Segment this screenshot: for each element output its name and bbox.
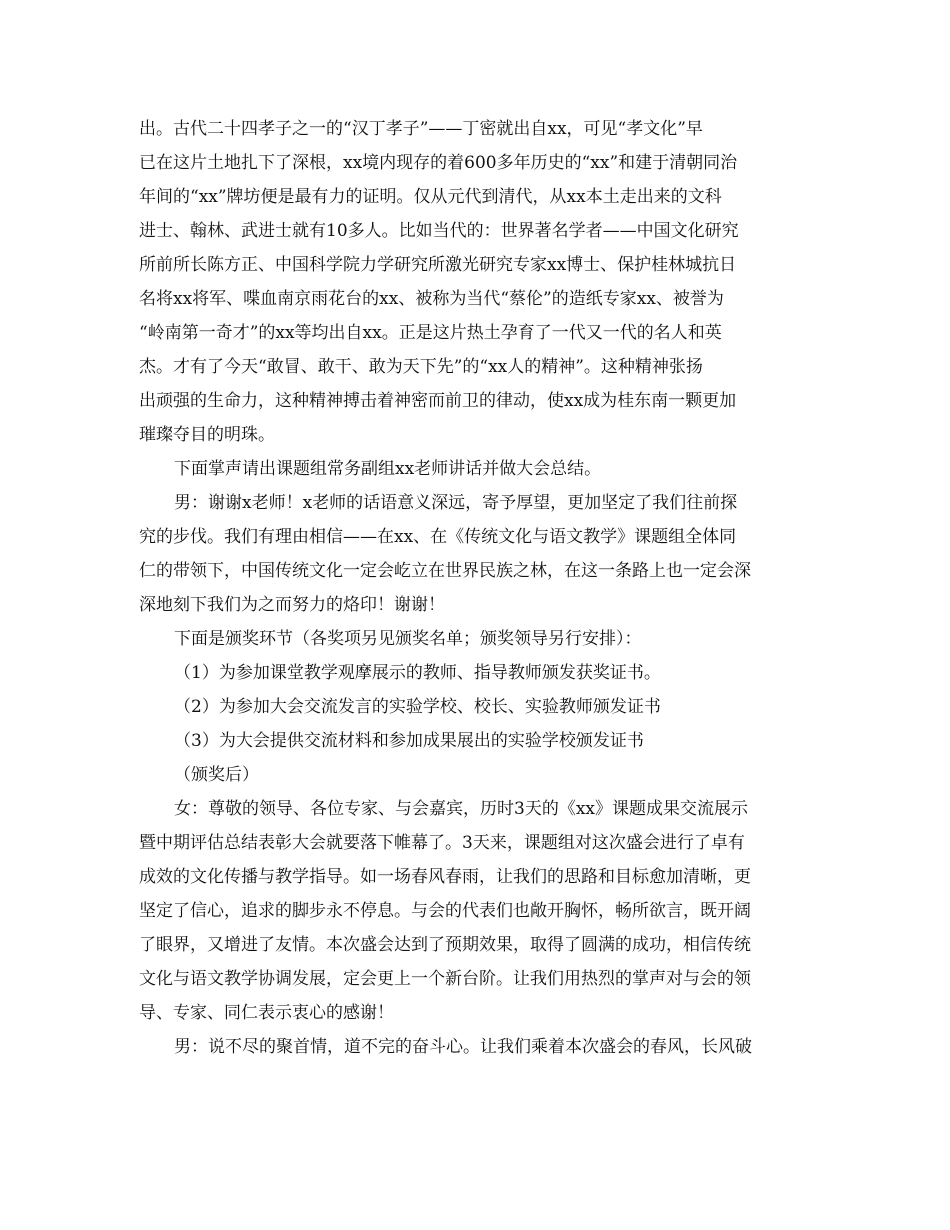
text-line: “岭南第一奇才”的xx等均出自xx。正是这片热土孕育了一代又一代的名人和英: [139, 323, 722, 343]
text-line: 仁的带领下，中国传统文化一定会屹立在世界民族之林，在这一条路上也一定会深: [139, 561, 751, 581]
text-line: 成效的文化传播与教学指导。如一场春风春雨，让我们的思路和目标愈加清晰，更: [139, 867, 751, 887]
text-line: 已在这片土地扎下了深根，xx境内现存的着600多年历史的“xx”和建于清朝同治: [139, 153, 738, 173]
text-line: 下面掌声请出课题组常务副组xx老师讲话并做大会总结。: [174, 459, 602, 479]
text-line: 了眼界，又增进了友情。本次盛会达到了预期效果，取得了圆满的成功，相信传统: [139, 935, 751, 955]
text-line: 下面是颁奖环节（各奖项另见颁奖名单；颁奖领导另行安排）：: [174, 629, 642, 649]
text-line: 深地刻下我们为之而努力的烙印！谢谢！: [139, 595, 445, 615]
text-line: 年间的“xx”牌坊便是最有力的证明。仅从元代到清代，从xx本土走出来的文科: [139, 187, 722, 207]
text-line: 所前所长陈方正、中国科学院力学研究所激光研究专家xx博士、保护桂林城抗日: [139, 255, 737, 275]
text-line: 出顽强的生命力，这种精神搏击着神密而前卫的律动，使xx成为桂东南一颗更加: [139, 391, 737, 411]
text-line: （颁奖后）: [174, 765, 259, 785]
text-line: 男：谢谢x老师！x老师的话语意义深远，寄予厚望，更加坚定了我们往前探: [174, 493, 738, 513]
text-line: 导、专家、同仁表示衷心的感谢！: [139, 1003, 394, 1023]
text-line: 暨中期评估总结表彰大会就要落下帷幕了。3天来，课题组对这次盛会进行了卓有: [139, 833, 745, 853]
text-line: （1）为参加课堂教学观摩展示的教师、指导教师颁发获奖证书。: [174, 663, 661, 683]
text-line: 出。古代二十四孝子之一的“汉丁孝子”——丁密就出自xx，可见“孝文化”早: [139, 119, 703, 139]
text-line: （3）为大会提供交流材料和参加成果展出的实验学校颁发证书: [174, 731, 644, 751]
text-line: 究的步伐。我们有理由相信——在xx、在《传统文化与语文教学》课题组全体同: [139, 527, 737, 547]
text-line: 坚定了信心，追求的脚步永不停息。与会的代表们也敞开胸怀，畅所欲言，既开阔: [139, 901, 751, 921]
text-line: （2）为参加大会交流发言的实验学校、校长、实验教师颁发证书: [174, 697, 661, 717]
text-line: 名将xx将军、喋血南京雨花台的xx、被称为当代“蔡伦”的造纸专家xx、被誉为: [139, 289, 724, 309]
text-line: 女：尊敬的领导、各位专家、与会嘉宾，历时3天的《xx》课题成果交流展示: [174, 799, 748, 819]
text-line: 男：说不尽的聚首情，道不完的奋斗心。让我们乘着本次盛会的春风，长风破: [174, 1037, 752, 1057]
text-line: 杰。才有了今天“敢冒、敢干、敢为天下先”的“xx人的精神”。这种精神张扬: [139, 357, 703, 377]
text-line: 进士、翰林、武进士就有10多人。比如当代的：世界著名学者——中国文化研究: [139, 221, 739, 241]
text-line: 璀璨夺目的明珠。: [139, 425, 275, 445]
text-line: 文化与语文教学协调发展，定会更上一个新台阶。让我们用热烈的掌声对与会的领: [139, 969, 751, 989]
